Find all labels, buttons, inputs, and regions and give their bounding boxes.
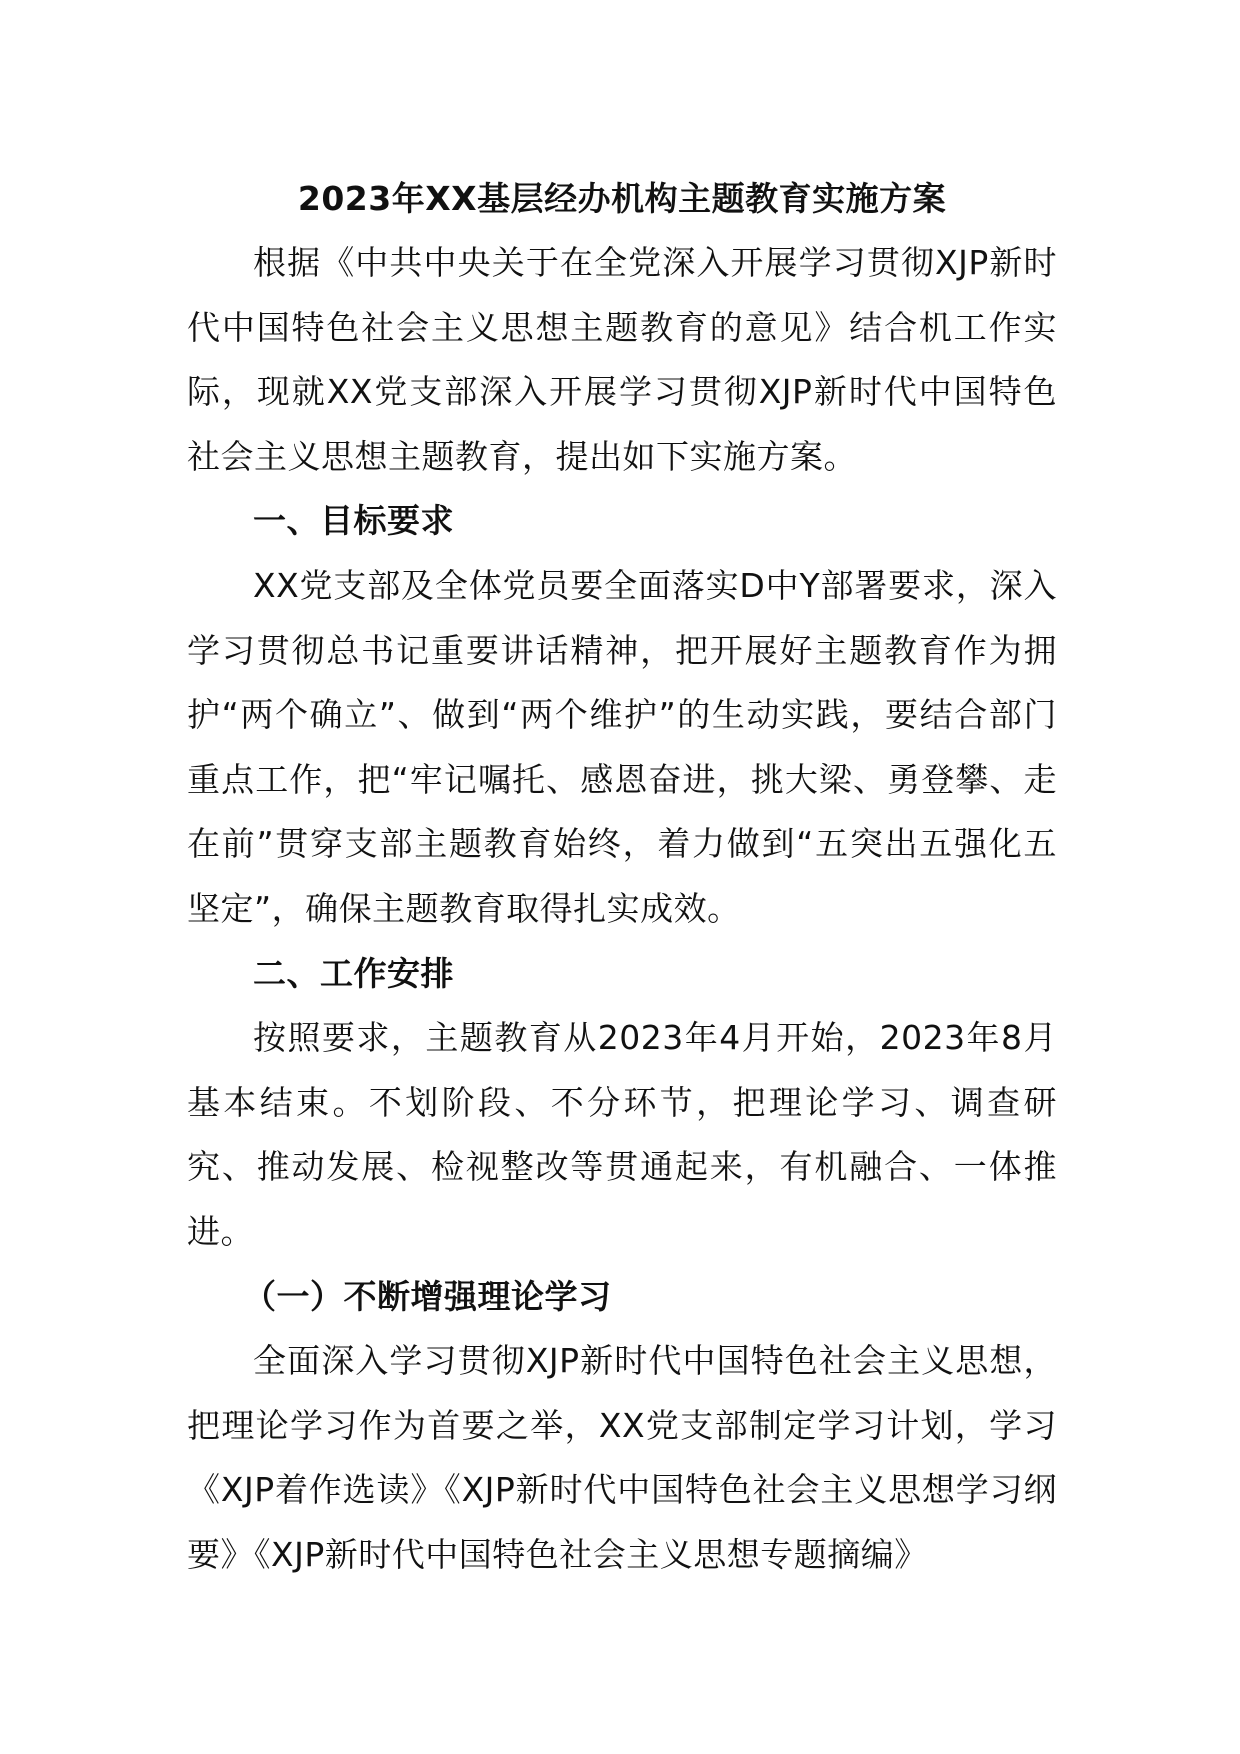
- goals-paragraph: XX党支部及全体党员要全面落实D中Y部署要求，深入学习贯彻总书记重要讲话精神，把开展好主题教育作为拥护“两个确立”、做到“两个维护”的生动实践，要结合部门重点工作，把“牢记嘱托、感恩奋进，挑大梁、勇登攀、走在前”贯穿支部主题教育始终，着力做到“五突出五强化五坚定”，确保主题教育取得扎实成效。: [187, 565, 1057, 928]
- theory-study-paragraph: 全面深入学习贯彻XJP新时代中国特色社会主义思想，把理论学习作为首要之举，XX党支部制定学习计划，学习《XJP着作选读》《XJP新时代中国特色社会主义思想学习纲要》《XJP新时代中国特色社会主义思想专题摘编》: [187, 1341, 1057, 1574]
- document-title: 2023年XX基层经办机构主题教育实施方案: [297, 179, 947, 218]
- document-body: [187, 167, 1057, 1587]
- subsection-heading-theory-study: （一）不断增强理论学习: [243, 1276, 612, 1316]
- section-heading-arrangements: 二、工作安排: [253, 953, 454, 993]
- section-heading-goals: 一、目标要求: [253, 501, 454, 541]
- intro-paragraph: 根据《中共中央关于在全党深入开展学习贯彻XJP新时代中国特色社会主义思想主题教育的意见》结合机工作实际，现就XX党支部深入开展学习贯彻XJP新时代中国特色社会主义思想主题教育，提出如下实施方案。: [187, 243, 1057, 476]
- arrangements-paragraph: 按照要求，主题教育从2023年4月开始，2023年8月基本结束。不划阶段、不分环节，把理论学习、调查研究、推动发展、检视整改等贯通起来，有机融合、一体推进。: [187, 1018, 1057, 1251]
